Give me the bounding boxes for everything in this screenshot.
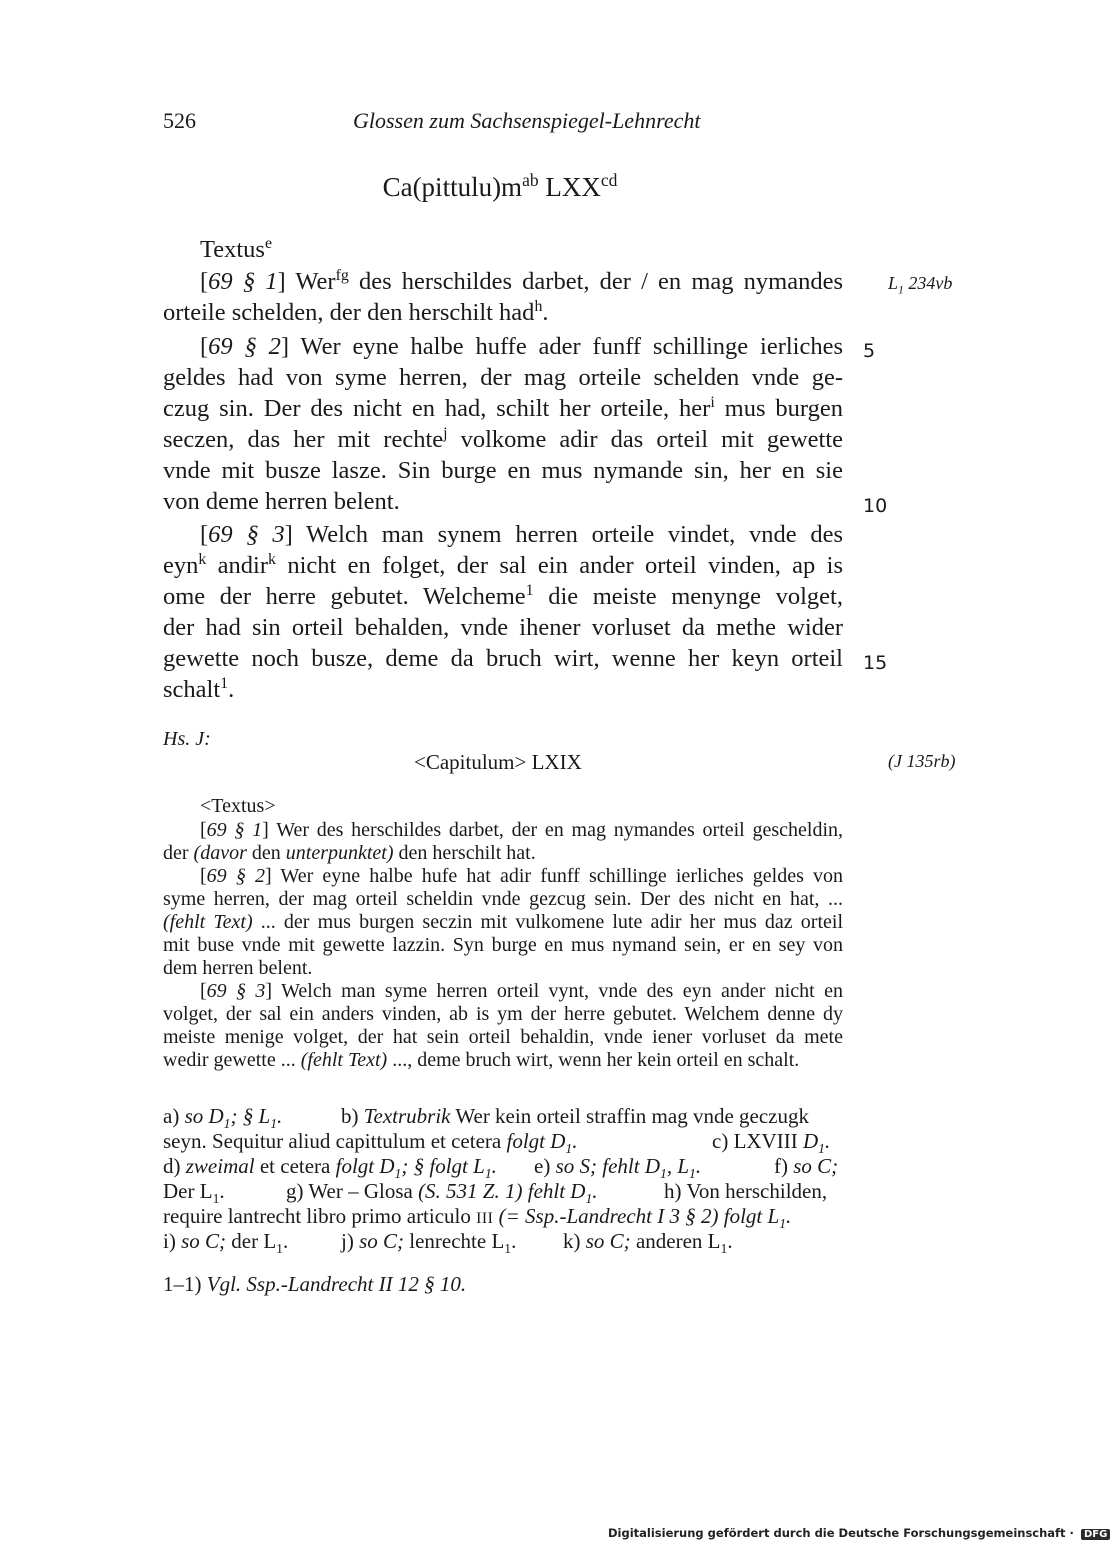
note-d: d) zweimal et cetera folgt $D_1$; § folgt $L_1$. bbox=[163, 1154, 497, 1182]
note-h-cont: require lantrecht libro primo articulo III (= Ssp.-Landrecht I 3 § 2) folgt $L_1$. bbox=[163, 1204, 792, 1232]
hs-line: mit buse vnde mit gewette lazzin. Syn burge en mus nymand sein, er en sey von bbox=[163, 934, 843, 956]
hs-line: volget, der sal ein anders vinden, ab is ym der herre gebutet. Welchem denne dy bbox=[163, 1003, 843, 1025]
line-number: 10 bbox=[863, 495, 888, 517]
apparatus-line bbox=[163, 1154, 843, 1182]
commentary-note: 1–1) Vgl. Ssp.-Landrecht II 12 § 10. bbox=[163, 1272, 467, 1296]
text-line: vnde mit busze lasze. Sin burge en mus nymande sin, her en sie bbox=[163, 457, 843, 484]
running-title: Glossen zum Sachsenspiegel-Lehnrecht bbox=[353, 108, 701, 133]
note-g: g) Wer – Glosa (S. 531 Z. 1) fehlt $D_1$. bbox=[286, 1179, 598, 1207]
hs-line: [69 § 3] Welch man syme herren orteil vynt, vnde des eyn ander nicht en bbox=[200, 980, 843, 1002]
text-line: von deme herren belent. bbox=[163, 488, 400, 515]
text-line: orteile schelden, der den herschilt had$^h$. bbox=[163, 297, 549, 326]
chapter-title: $Ca(pittulu)m^{ab}$ $LXX^{cd}$ bbox=[382, 170, 618, 202]
apparatus-line bbox=[163, 1179, 843, 1207]
note-b-cont: seyn. Sequitur aliud capittulum et cetera folgt $D_1$. bbox=[163, 1129, 578, 1157]
text-line: schalt$^1$. bbox=[163, 674, 235, 703]
text-line: [69 § 2] Wer eyne halbe huffe ader funff schillinge ierliches bbox=[200, 333, 843, 360]
text-line: geldes had von syme herren, der mag orteile schelden vnde ge- bbox=[163, 364, 843, 391]
note-f-cont: Der $L_1$. bbox=[163, 1179, 225, 1207]
text-line: gewette noch busze, deme da bruch wirt, wenne her keyn orteil bbox=[163, 645, 843, 672]
apparatus-line bbox=[163, 1104, 843, 1132]
apparatus-line bbox=[163, 1204, 843, 1232]
hs-capitulum: <Capitulum> LXIX bbox=[414, 750, 582, 774]
line-number: 15 bbox=[863, 652, 888, 674]
note-i: i) so C; der $L_1$. bbox=[163, 1229, 289, 1257]
hs-line: meiste menige volget, der hat sein orteil behaldin, vnde iener vorluset da mete bbox=[163, 1026, 843, 1048]
note-c: c) LXVIII $D_1$. bbox=[712, 1129, 831, 1157]
note-e: e) so S; fehlt $D_1$, $L_1$. bbox=[534, 1154, 702, 1182]
hs-textus: <Textus> bbox=[200, 795, 276, 817]
textus-heading: Textus$^e$ bbox=[200, 234, 273, 263]
note-b: b) Textrubrik Wer kein orteil straffin mag vnde geczugk bbox=[341, 1104, 809, 1128]
margin-note: (J 135rb) bbox=[888, 751, 956, 771]
hs-line: dem herren belent. bbox=[163, 957, 313, 979]
page-number: 526 bbox=[163, 108, 196, 133]
hs-label: Hs. J: bbox=[163, 728, 211, 750]
hs-line: [69 § 2] Wer eyne halbe hufe hat adir funff schillinge ierliches geldes von bbox=[200, 865, 844, 887]
hs-line: wedir gewette ... (fehlt Text) ..., deme bruch wirt, wenn her kein orteil en schalt. bbox=[163, 1049, 800, 1071]
text-line: seczen, das her mit rechte$^j$ volkome adir das orteil mit gewette bbox=[163, 424, 844, 453]
note-f: f) so C; bbox=[774, 1154, 839, 1178]
note-h: h) Von herschilden, bbox=[664, 1179, 828, 1203]
hs-line: der (davor den unterpunktet) den herschilt hat. bbox=[163, 842, 536, 864]
dfg-footer: Digitalisierung gefördert durch die Deutsche Forschungsgemeinschaft · DFG bbox=[608, 1526, 1110, 1540]
hs-line: syme herren, der mag orteil scheldin vnde gezcug sein. Der des nicht en hat, ... bbox=[163, 888, 843, 910]
text-line: [69 § 1] Wer$^{fg}$ des herschildes darbet, der / en mag nymandes bbox=[200, 266, 843, 295]
margin-note: $L_1$ 234vb bbox=[888, 273, 953, 297]
text-line: [69 § 3] Welch man synem herren orteile vindet, vnde des bbox=[200, 521, 843, 548]
text-line: eyn$^k$ andir$^k$ nicht en folget, der sal ein ander orteil vinden, ap is bbox=[163, 550, 843, 579]
hs-line: (fehlt Text) ... der mus burgen seczin mit vulkomene lute adir her mus daz orteil bbox=[163, 911, 844, 933]
dfg-logo-icon: DFG bbox=[1081, 1529, 1110, 1540]
hs-line: [69 § 1] Wer des herschildes darbet, der en mag nymandes orteil gescheldin, bbox=[200, 819, 844, 841]
text-line: ome der herre gebutet. Welcheme$^1$ die meiste menynge volget, bbox=[163, 581, 843, 610]
note-k: k) so C; anderen $L_1$. bbox=[563, 1229, 733, 1257]
text-line: der had sin orteil behalden, vnde ihener vorluset da methe wider bbox=[163, 614, 843, 641]
note-a: a) so $D_1$; § $L_1$. bbox=[163, 1104, 283, 1132]
line-number: 5 bbox=[863, 340, 876, 362]
text-line: czug sin. Der des nicht en had, schilt her orteile, her$^i$ mus burgen bbox=[163, 393, 844, 422]
apparatus-line bbox=[163, 1129, 843, 1157]
apparatus-line bbox=[163, 1229, 843, 1257]
note-j: j) so C; lenrechte $L_1$. bbox=[341, 1229, 517, 1257]
